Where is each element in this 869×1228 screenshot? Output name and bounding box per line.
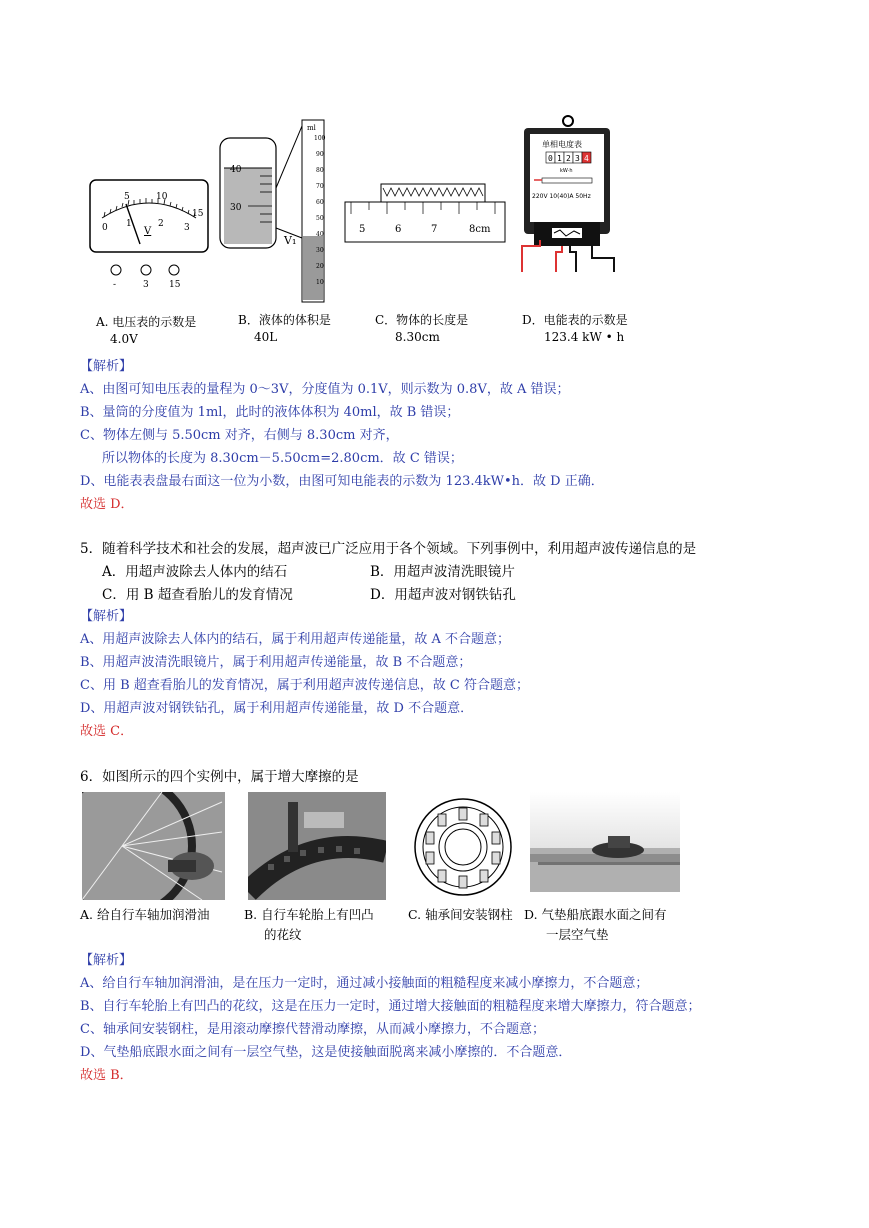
- analysis-line: B、用超声波清洗眼镜片，属于利用超声传递能量，故 B 不合题意；: [80, 655, 472, 670]
- analysis-line: 所以物体的长度为 8.30cm－5.50cm=2.80cm．故 C 错误；: [102, 451, 463, 466]
- voltmeter-label: 3: [184, 223, 190, 233]
- meter-title: 单相电度表: [542, 140, 582, 149]
- figure-caption-d: D. 气垫船底跟水面之间有 一层空气垫: [524, 907, 667, 942]
- voltmeter-label: 5: [124, 192, 130, 202]
- cylinder-label: 30: [230, 203, 242, 213]
- analysis-line: D、用超声波对钢铁钻孔，属于利用超声传递能量，故 D 不合题意．: [80, 701, 474, 716]
- cylinder-tick: 10: [316, 279, 324, 286]
- answer-line: 故选 C．: [80, 724, 134, 739]
- answer-line: 故选 D．: [80, 497, 134, 512]
- voltmeter-figure: [88, 178, 210, 290]
- figure-caption-b: B．液体的体积是 40L: [238, 313, 331, 344]
- voltmeter-terminal: 15: [169, 280, 181, 290]
- cylinder-tick: 90: [316, 151, 324, 158]
- cylinder-unit: ml: [307, 124, 316, 132]
- ruler-label: 8cm: [469, 224, 491, 235]
- option-b: B．用超声波清洗眼镜片: [370, 564, 515, 580]
- question-stem: 5．随着科学技术和社会的发展，超声波已广泛应用于各个领域。下列事例中，利用超声波传递信息的是: [80, 541, 697, 557]
- cylinder-tick: 40: [316, 231, 324, 238]
- cylinder-tick: 30: [316, 247, 324, 254]
- cylinder-v-label: V₁: [284, 234, 297, 247]
- figure-caption-a: A. 给自行车轴加润滑油: [80, 907, 210, 922]
- cylinder-tick: 50: [316, 215, 324, 222]
- photo-tire-tread: [248, 792, 386, 900]
- voltmeter-label: 2: [158, 219, 164, 229]
- cylinder-tick: 100: [314, 135, 326, 142]
- bearing-figure: [408, 792, 518, 902]
- meter-digit: 2: [566, 154, 571, 163]
- cylinder-tick: 60: [316, 199, 324, 206]
- option-a: A．用超声波除去人体内的结石: [102, 564, 288, 580]
- figure-caption-c: C．物体的长度是 8.30cm: [375, 313, 469, 344]
- analysis-line: B、自行车轮胎上有凹凸的花纹，这是在压力一定时，通过增大接触面的粗糙程度来增大摩擦力，符合题意；: [80, 999, 701, 1014]
- answer-line: 故选 B．: [80, 1068, 133, 1083]
- meter-digit: 4: [584, 154, 589, 163]
- meter-digit: 3: [575, 154, 580, 163]
- voltmeter-unit: V: [144, 226, 152, 237]
- voltmeter-terminal: 3: [143, 280, 149, 290]
- meter-digit: 0: [548, 154, 553, 163]
- voltmeter-label: 15: [192, 209, 204, 219]
- voltmeter-label: 1: [126, 219, 132, 229]
- analysis-title: 【解析】: [80, 609, 133, 624]
- analysis-title: 【解析】: [80, 359, 133, 374]
- analysis-line: A、用超声波除去人体内的结石，属于利用超声传递能量，故 A 不合题意；: [80, 632, 511, 647]
- analysis-line: B、量筒的分度值为 1ml，此时的液体体积为 40ml，故 B 错误；: [80, 405, 460, 420]
- photo-hovercraft: [530, 792, 680, 892]
- photo-bike-oil: [82, 792, 225, 900]
- analysis-line: D、气垫船底跟水面之间有一层空气垫，这是使接触面脱离来减小摩擦的．不合题意．: [80, 1045, 572, 1060]
- ruler-label: 5: [359, 224, 366, 235]
- cylinder-figure: [218, 118, 336, 304]
- analysis-line: D、电能表表盘最右面这一位为小数，由图可知电能表的示数为 123.4kW•h．故 D 正确．: [80, 474, 604, 489]
- cylinder-label: 40: [230, 165, 242, 175]
- option-c: C．用 B 超查看胎儿的发育情况: [102, 587, 293, 603]
- analysis-line: A、由图可知电压表的量程为 0～3V，分度值为 0.1V，则示数为 0.8V，故 A 错误；: [80, 382, 570, 397]
- analysis-line: C、轴承间安装钢柱，是用滚动摩擦代替滑动摩擦，从而减小摩擦力，不合题意；: [80, 1022, 545, 1037]
- option-d: D．用超声波对钢铁钻孔: [370, 587, 516, 603]
- question-stem: 6．如图所示的四个实例中，属于增大摩擦的是: [80, 769, 359, 785]
- analysis-line: C、物体左侧与 5.50cm 对齐，右侧与 8.30cm 对齐，: [80, 428, 399, 443]
- voltmeter-label: 0: [102, 223, 108, 233]
- voltmeter-terminal: -: [113, 280, 117, 290]
- cylinder-tick: 70: [316, 183, 324, 190]
- figure-caption-d: D．电能表的示数是 123.4 kW • h: [522, 313, 628, 344]
- cylinder-tick: 80: [316, 167, 324, 174]
- figure-caption-a: A. 电压表的示数是 4.0V: [96, 315, 197, 346]
- meter-digit: 1: [557, 154, 562, 163]
- analysis-line: C、用 B 超查看胎儿的发育情况，属于利用超声波传递信息，故 C 符合题意；: [80, 678, 529, 693]
- analysis-line: A、给自行车轴加润滑油，是在压力一定时，通过减小接触面的粗糙程度来减小摩擦力，不合题意；: [80, 976, 649, 991]
- figure-caption-b: B. 自行车轮胎上有凹凸 的花纹: [244, 907, 374, 942]
- meter-unit: kW·h: [560, 168, 573, 174]
- electric-meter-figure: [518, 112, 618, 278]
- ruler-label: 6: [395, 224, 402, 235]
- cylinder-tick: 20: [316, 263, 324, 270]
- analysis-title: 【解析】: [80, 953, 133, 968]
- meter-spec: 220V 10(40)A 50Hz: [532, 193, 591, 200]
- voltmeter-label: 10: [156, 192, 168, 202]
- ruler-figure: [343, 182, 507, 244]
- ruler-label: 7: [431, 224, 438, 235]
- figure-caption-c: C. 轴承间安装钢柱: [408, 907, 513, 922]
